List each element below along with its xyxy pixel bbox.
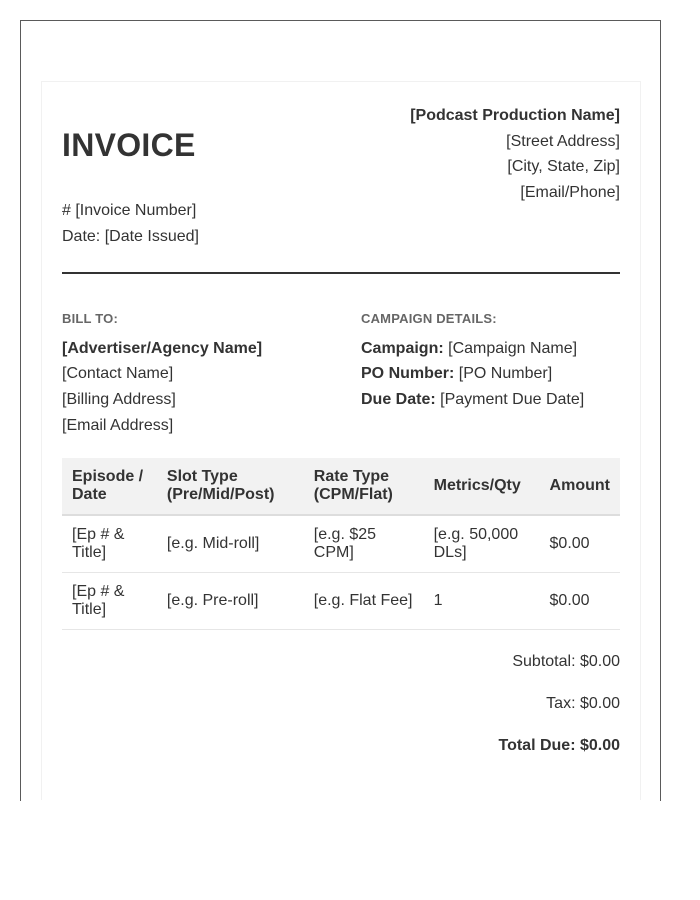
po-number-row — [361, 361, 584, 387]
campaign-value: [Campaign Name] — [443, 339, 578, 357]
header-divider — [62, 272, 620, 274]
cell-metrics: 1 — [424, 572, 540, 629]
cell-episode: [Ep # & Title] — [62, 572, 157, 629]
invoice-meta — [62, 198, 199, 250]
col-episode-date: Episode / Date — [62, 458, 157, 515]
cell-rate-type: [e.g. $25 CPM] — [304, 515, 424, 572]
cell-slot-type: [e.g. Mid-roll] — [157, 515, 304, 572]
po-key: PO Number: — [361, 365, 455, 383]
invoice-title: INVOICE — [62, 127, 196, 163]
bill-to-email: [Email Address] — [62, 416, 174, 434]
col-slot-type: Slot Type (Pre/Mid/Post) — [157, 458, 304, 515]
campaign-name-row — [361, 336, 584, 362]
col-amount: Amount — [540, 458, 620, 515]
invoice-date: Date: [Date Issued] — [62, 228, 199, 245]
cell-episode: [Ep # & Title] — [62, 515, 157, 572]
bill-to-section — [62, 306, 262, 439]
table-header-row — [62, 458, 620, 515]
tax: Tax: $0.00 — [546, 695, 620, 712]
producer-address — [410, 103, 620, 206]
producer-contact: [Email/Phone] — [520, 184, 620, 202]
subtotal: Subtotal: $0.00 — [512, 653, 620, 670]
cell-slot-type: [e.g. Pre-roll] — [157, 572, 304, 629]
po-value: [PO Number] — [454, 365, 553, 383]
due-value: [Payment Due Date] — [435, 391, 585, 409]
bill-to-address: [Billing Address] — [62, 391, 176, 409]
campaign-label: CAMPAIGN DETAILS: — [361, 311, 497, 326]
campaign-section — [361, 306, 584, 413]
cell-amount: $0.00 — [540, 515, 620, 572]
table-row — [62, 572, 620, 629]
due-key: Due Date: — [361, 391, 436, 409]
invoice-number: # [Invoice Number] — [62, 202, 197, 219]
totals-section — [498, 652, 620, 778]
table-row — [62, 515, 620, 572]
cell-metrics: [e.g. 50,000 DLs] — [424, 515, 540, 572]
due-date-row — [361, 387, 584, 413]
producer-street: [Street Address] — [506, 132, 620, 150]
bill-to-company: [Advertiser/Agency Name] — [62, 339, 263, 357]
bill-to-contact: [Contact Name] — [62, 365, 174, 383]
line-items-table — [62, 458, 620, 630]
col-rate-type: Rate Type (CPM/Flat) — [304, 458, 424, 515]
cell-amount: $0.00 — [540, 572, 620, 629]
cell-rate-type: [e.g. Flat Fee] — [304, 572, 424, 629]
campaign-key: Campaign: — [361, 339, 444, 357]
producer-name: [Podcast Production Name] — [410, 107, 620, 124]
bill-to-label: BILL TO: — [62, 311, 119, 326]
col-metrics-qty: Metrics/Qty — [424, 458, 540, 515]
producer-city: [City, State, Zip] — [507, 158, 620, 176]
total-due: Total Due: $0.00 — [498, 737, 620, 754]
